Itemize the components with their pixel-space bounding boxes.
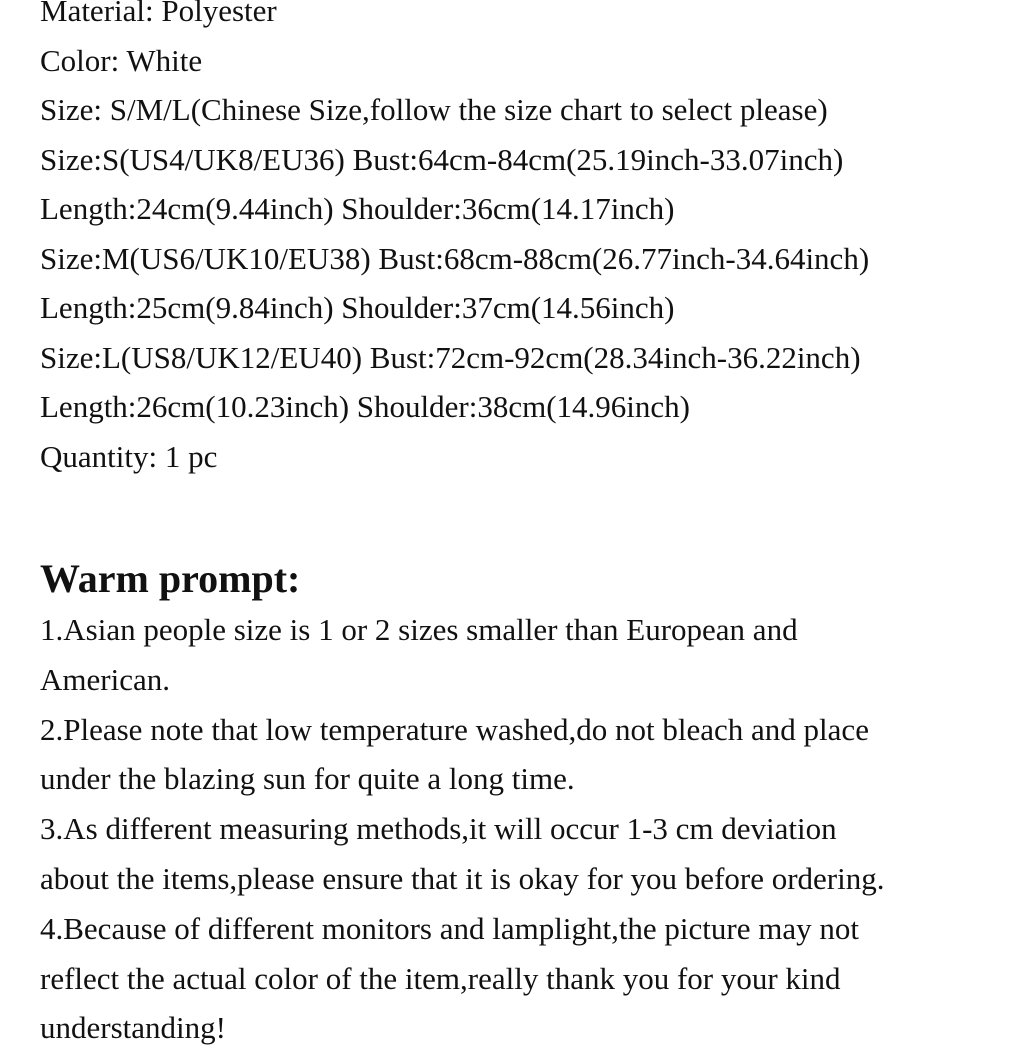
length-l-line: Length:26cm(10.23inch) Shoulder:38cm(14.96inch) [40, 389, 691, 424]
warm-prompt-body [40, 605, 1000, 1053]
prompt-line: 1.Asian people size is 1 or 2 sizes smaller than European and [40, 612, 798, 647]
warm-prompt-heading: Warm prompt: [40, 556, 301, 601]
size-m-line: Size:M(US6/UK10/EU38) Bust:68cm-88cm(26.77inch-34.64inch) [40, 240, 870, 276]
size-l-line: Size:L(US8/UK12/EU40) Bust:72cm-92cm(28.34inch-36.22inch) [40, 339, 861, 375]
prompt-line: understanding! [40, 1010, 226, 1046]
prompt-line: 4.Because of different monitors and lamplight,the picture may not [40, 910, 859, 946]
length-s-line: Length:24cm(9.44inch) Shoulder:36cm(14.17inch) [40, 191, 675, 226]
prompt-line: American. [40, 661, 170, 697]
quantity-line: Quantity: 1 pc [40, 438, 218, 474]
prompt-line: 3.As different measuring methods,it will occur 1-3 cm deviation [40, 811, 837, 847]
length-m-line: Length:25cm(9.84inch) Shoulder:37cm(14.56inch) [40, 290, 675, 325]
prompt-line: reflect the actual color of the item,really thank you for your kind [40, 960, 841, 996]
product-specs [40, 0, 1000, 481]
material-line: Material: Polyester [40, 0, 277, 28]
size-line: Size: S/M/L(Chinese Size,follow the size chart to select please) [40, 92, 828, 127]
prompt-line: about the items,please ensure that it is okay for you before ordering. [40, 860, 885, 896]
prompt-line: under the blazing sun for quite a long time. [40, 761, 575, 797]
color-line: Color: White [40, 42, 203, 78]
size-s-line: Size:S(US4/UK8/EU36) Bust:64cm-84cm(25.19inch-33.07inch) [40, 141, 844, 177]
prompt-line: 2.Please note that low temperature washed,do not bleach and place [40, 711, 869, 747]
product-description [40, 0, 1000, 1053]
